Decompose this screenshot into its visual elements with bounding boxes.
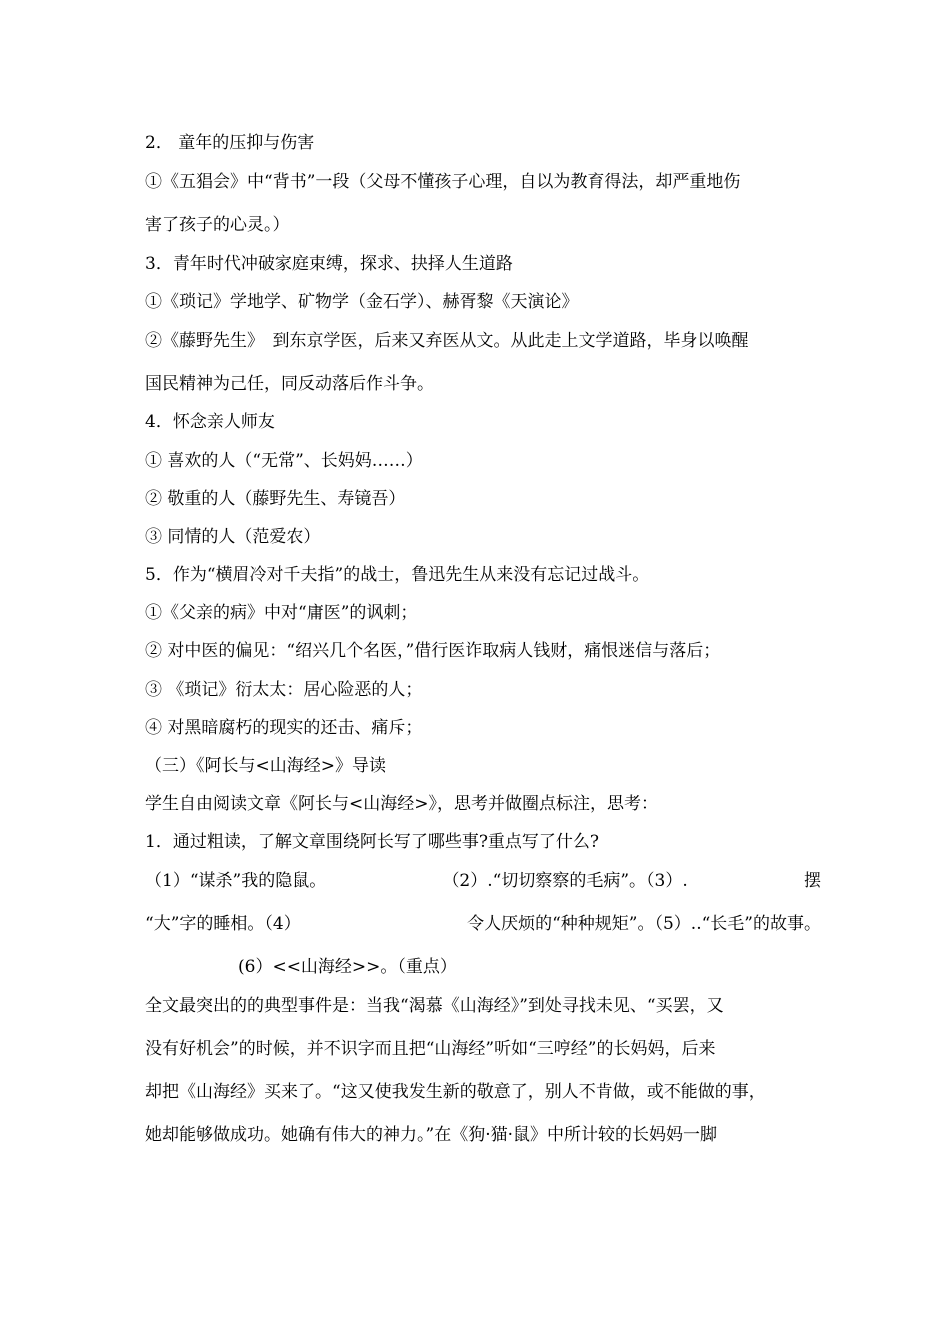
event-1: （1）“谋杀”我的隐鼠。	[145, 871, 327, 891]
paragraph-line: 她却能够做成功。她确有伟大的神力。”在《狗·猫·鼠》中所计较的长妈妈一脚	[145, 1125, 717, 1145]
section-3-reading-heading: （三）《阿长与<山海经>》导读	[145, 756, 386, 776]
text-line: ②《藤野先生》 到东京学医，后来又弃医从文。从此走上文学道路，毕身以唤醒	[145, 331, 749, 351]
event-3-start: 摆	[804, 871, 821, 891]
section-3-heading: 3．青年时代冲破家庭束缚，探求、抉择人生道路	[145, 254, 513, 274]
text-line: 国民精神为己任，同反动落后作斗争。	[145, 374, 434, 394]
text-line: ② 对中医的偏见：“绍兴几个名医，”借行医诈取病人钱财，痛恨迷信与落后；	[145, 641, 721, 661]
text-line: ①《五猖会》中“背书”一段（父母不懂孩子心理，自以为教育得法，却严重地伤	[145, 172, 741, 192]
text-line: ③ 《琐记》衍太太：居心险恶的人；	[145, 680, 423, 700]
text-line: ①《琐记》学地学、矿物学（金石学）、赫胥黎《天演论》	[145, 292, 579, 312]
events-row-2	[145, 913, 821, 935]
event-3-cont: “大”字的睡相。（4）	[145, 914, 301, 934]
section-5-heading: 5．作为“横眉冷对千夫指”的战士，鲁迅先生从来没有忘记过战斗。	[145, 565, 650, 585]
text-line: ①《父亲的病》中对“庸医”的讽刺；	[145, 603, 418, 623]
paragraph-line: 却把《山海经》买来了。“这又使我发生新的敬意了，别人不肯做，或不能做的事，	[145, 1082, 766, 1102]
event-4-5: 令人厌烦的“种种规矩”。（5）..“长毛”的故事。	[467, 914, 821, 934]
text-line: ③ 同情的人（范爱农）	[145, 527, 321, 547]
text-line: ② 敬重的人（藤野先生、寿镜吾）	[145, 489, 406, 509]
paragraph-line: 没有好机会”的时候，并不识字而且把“山海经”听如“三哼经”的长妈妈，后来	[145, 1039, 716, 1059]
text-line: 害了孩子的心灵。）	[145, 215, 290, 235]
question-1: 1．通过粗读，了解文章围绕阿长写了哪些事?重点写了什么?	[145, 832, 600, 852]
text-line: 学生自由阅读文章《阿长与<山海经>》，思考并做圈点标注，思考：	[145, 794, 658, 814]
section-2-heading: 2． 童年的压抑与伤害	[145, 133, 315, 153]
text-line: ① 喜欢的人（“无常”、长妈妈……）	[145, 451, 423, 471]
event-2-3: （2）.“切切察察的毛病”。（3）.	[442, 871, 688, 891]
section-4-heading: 4．怀念亲人师友	[145, 412, 275, 432]
paragraph-line: 全文最突出的的典型事件是：当我“渴慕《山海经》”到处寻找未见、“买罢，又	[145, 996, 724, 1016]
event-6: (6）<<山海经>>。（重点）	[238, 957, 457, 977]
text-line: ④ 对黑暗腐朽的现实的还击、痛斥；	[145, 718, 423, 738]
events-row-1	[145, 870, 821, 892]
